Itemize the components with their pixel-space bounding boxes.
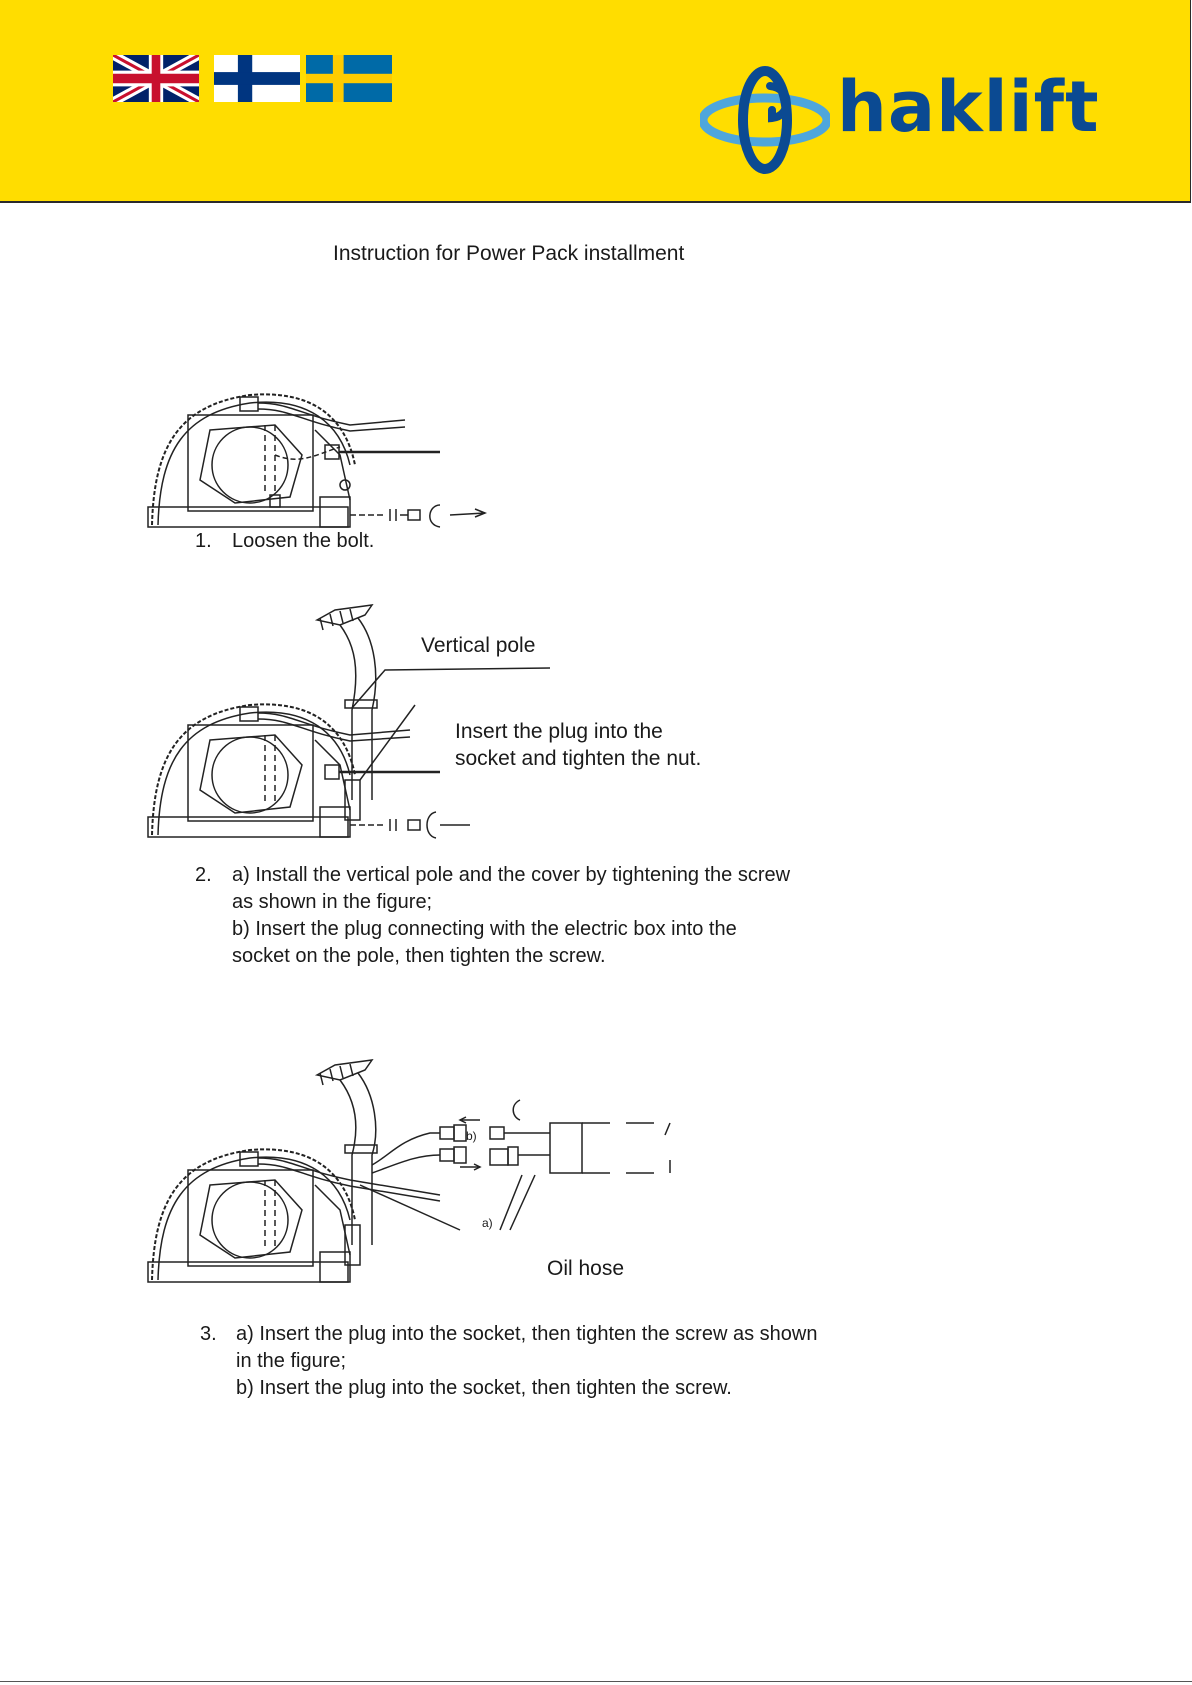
step-line: in the figure;: [236, 1350, 347, 1372]
logo-wordmark: haklift: [837, 66, 1100, 148]
footer-divider: [0, 1681, 1192, 1682]
step-number: 3.: [200, 1323, 217, 1345]
uk-flag-icon[interactable]: [113, 55, 199, 102]
haklift-logo-mark-icon: [700, 66, 830, 174]
step-number: 1.: [195, 530, 212, 552]
sweden-flag-icon[interactable]: [306, 55, 392, 102]
callout-vertical-pole: Vertical pole: [421, 634, 536, 657]
callout-line: socket and tighten the nut.: [455, 747, 702, 770]
figure-step-1: [140, 385, 520, 530]
haklift-logo: [700, 66, 1100, 174]
step-line: b) Insert the plug connecting with the electric box into the: [232, 918, 737, 940]
step-line: Loosen the bolt.: [232, 530, 375, 552]
callout-oil-hose: Oil hose: [547, 1257, 625, 1280]
callout-insert-plug: [455, 718, 701, 772]
step-line: b) Insert the plug into the socket, then tighten the screw.: [236, 1377, 732, 1399]
label-b: b): [466, 1129, 477, 1143]
step-line: a) Insert the plug into the socket, then tighten the screw as shown: [236, 1323, 818, 1345]
step-line: as shown in the figure;: [232, 891, 433, 913]
step-number: 2.: [195, 864, 212, 886]
label-a: a): [482, 1216, 493, 1230]
step-line: a) Install the vertical pole and the cover by tightening the screw: [232, 864, 791, 886]
finland-flag-icon[interactable]: [214, 55, 300, 102]
header-banner: [0, 0, 1191, 203]
callout-line: Insert the plug into the: [455, 720, 663, 743]
step-line: socket on the pole, then tighten the screw.: [232, 945, 606, 967]
document-title: Instruction for Power Pack installment: [333, 242, 685, 265]
figure-step-3: [140, 1045, 700, 1285]
